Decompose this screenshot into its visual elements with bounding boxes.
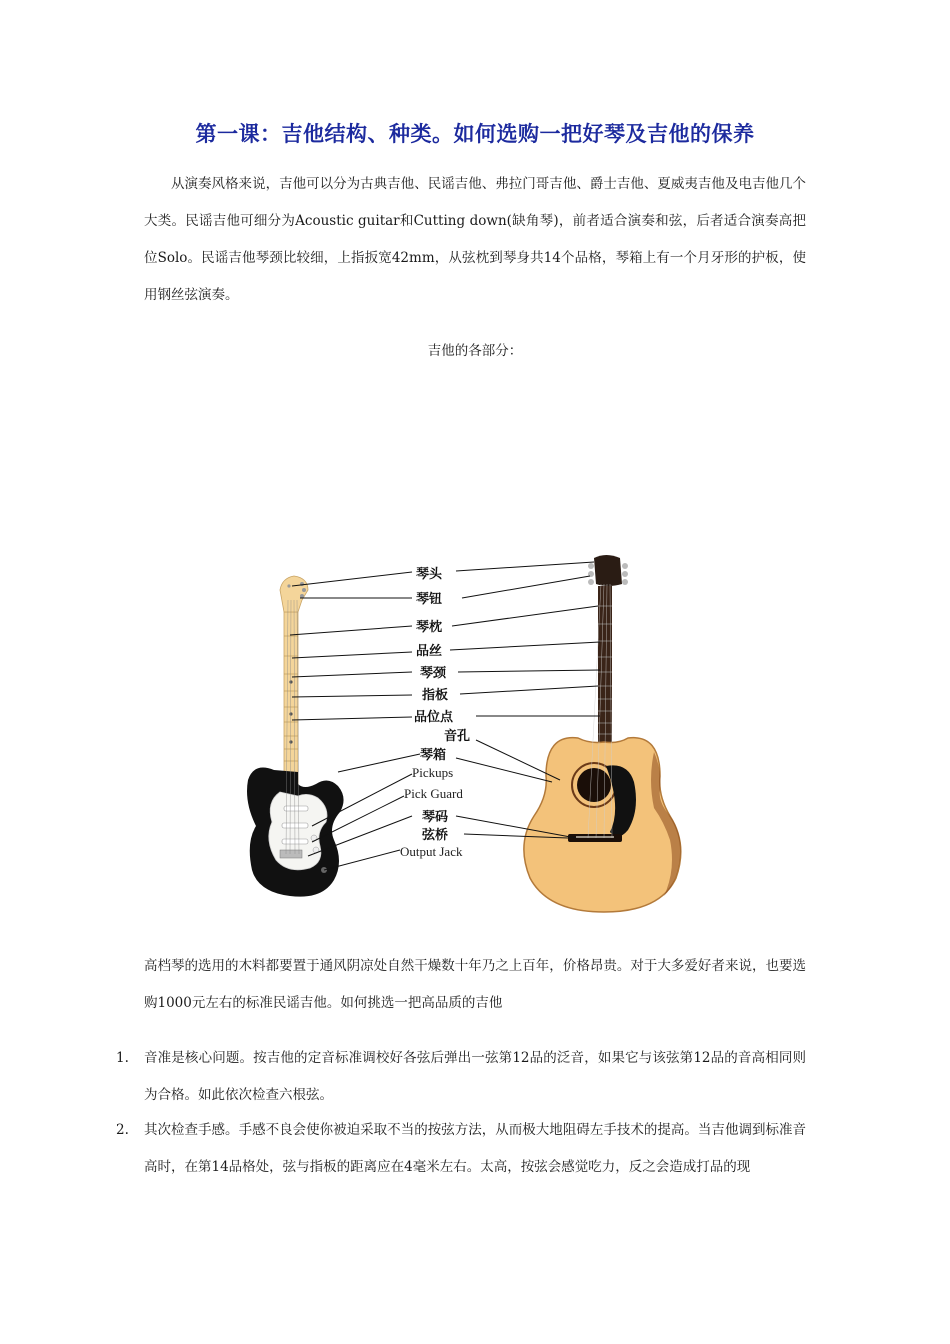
guitar-parts-diagram bbox=[230, 540, 690, 920]
label-headstock: 琴头 bbox=[416, 567, 443, 582]
label-soundhole: 音孔 bbox=[444, 729, 471, 744]
page-title: 第一课：吉他结构、种类。如何选购一把好琴及吉他的保养 bbox=[195, 122, 755, 146]
label-body: 琴箱 bbox=[420, 748, 447, 763]
list-number: 1. bbox=[116, 1050, 129, 1066]
label-pickups: Pickups bbox=[412, 765, 454, 780]
label-fingerboard: 指板 bbox=[422, 688, 449, 703]
label-tuners: 琴钮 bbox=[416, 592, 443, 607]
intro-paragraph: 从演奏风格来说，吉他可以分为古典吉他、民谣吉他、弗拉门哥吉他、爵士吉他、夏威夷吉他及电吉他几个大类。民谣吉他可细分为Acoustic guitar和Cutting down(缺角琴)，前者适合演奏和弦，后者适合演奏高把位Solo。民谣吉他琴颈比较细，上指扳宽42mm，从弦枕到琴身共14个品格，琴箱上有一个月牙形的护板，使用钢丝弦演奏。 bbox=[144, 176, 806, 303]
label-pick-guard: Pick Guard bbox=[404, 786, 463, 801]
list-text: 其次检查手感。手感不良会使你被迫采取不当的按弦方法，从而极大地阻碍左手技术的提高。当吉他调到标准音高时，在第14品格处，弦与指板的距离应在4毫米左右。太高，按弦会感觉吃力，反之会造成打品的现 bbox=[144, 1122, 806, 1175]
label-neck: 琴颈 bbox=[420, 666, 447, 681]
label-saddle: 琴码 bbox=[422, 810, 449, 825]
label-nut: 琴枕 bbox=[416, 620, 443, 635]
electric-guitar-illustration bbox=[247, 576, 344, 897]
label-bridge: 弦桥 bbox=[422, 828, 449, 843]
list-number: 2. bbox=[116, 1122, 129, 1138]
label-frets: 品丝 bbox=[416, 644, 443, 659]
label-output-jack: Output Jack bbox=[400, 844, 463, 859]
acoustic-guitar-illustration bbox=[524, 555, 681, 912]
selection-paragraph: 高档琴的选用的木料都要置于通风阴凉处自然干燥数十年乃之上百年，价格昂贵。对于大多爱好者来说，也要选购1000元左右的标准民谣吉他。如何挑选一把高品质的吉他 bbox=[144, 958, 806, 1011]
list-text: 音准是核心问题。按吉他的定音标准调校好各弦后弹出一弦第12品的泛音，如果它与该弦第12品的音高相同则为合格。如此依次检查六根弦。 bbox=[144, 1050, 806, 1103]
figure-caption: 吉他的各部分： bbox=[427, 343, 523, 359]
label-position-markers: 品位点 bbox=[414, 710, 454, 725]
